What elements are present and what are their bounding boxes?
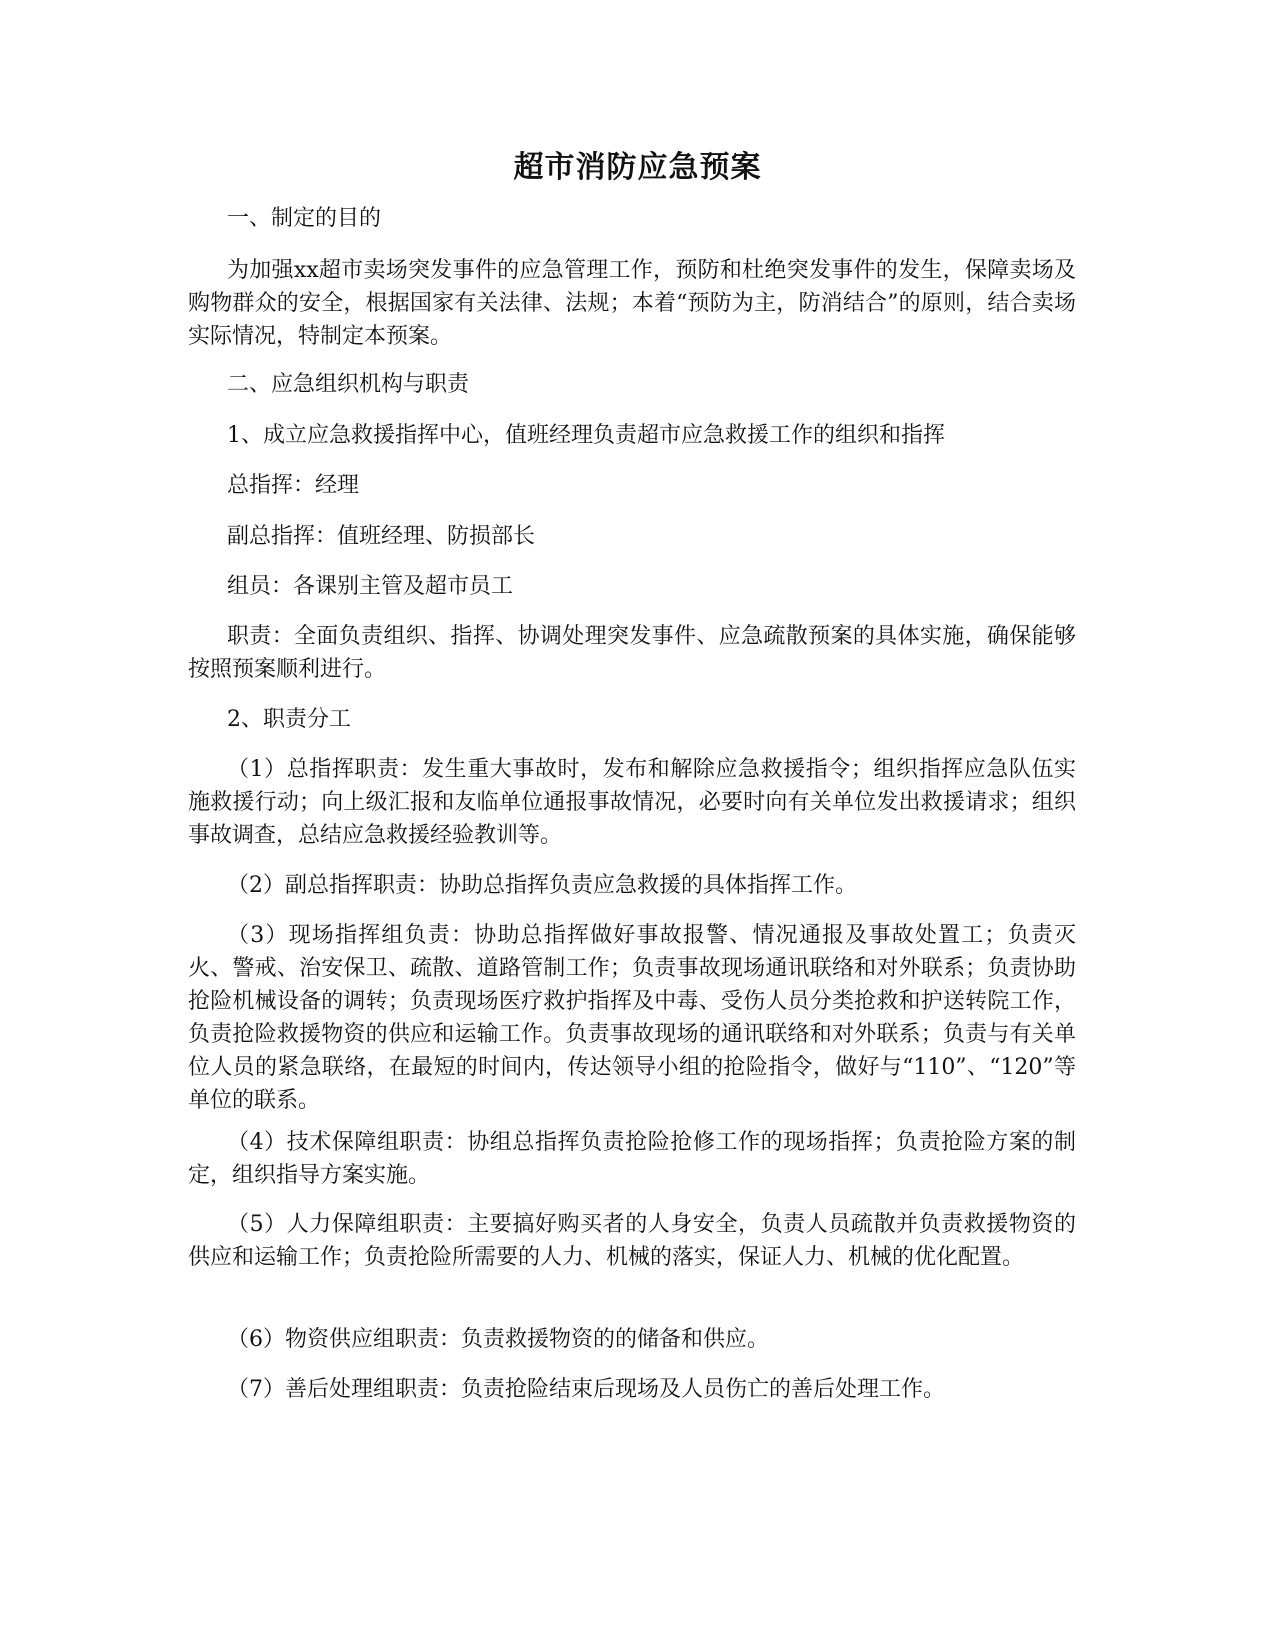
- paragraph-members: 组员：各课别主管及超市员工: [227, 574, 514, 599]
- list-item: （3）现场指挥组负责：协助总指挥做好事故报警、情况通报及事故处置工；负责灭火、警戒、治安保卫、疏散、道路管制工作；负责事故现场通讯联络和对外联系；负责协助抢险机械设备的调转；负责现场医疗救护指挥及中毒、受伤人员分类抢救和护送转院工作，负责抢险救援物资的供应和运输工作。负责事故现场的通讯联络和对外联系；负责与有关单位人员的紧急联络，在最短的时间内，传达领导小组的抢险指令，做好与“110”、“120”等单位的联系。: [188, 923, 1076, 1113]
- list-item: （1）总指挥职责：发生重大事故时，发布和解除应急救援指令；组织指挥应急队伍实施救援行动；向上级汇报和友临单位通报事故情况，必要时向有关单位发出救援请求；组织事故调查，总结应急救援经验教训等。: [188, 757, 1076, 848]
- paragraph-deputy-commander: 副总指挥：值班经理、防损部长: [227, 524, 536, 549]
- section-heading-division: 2、职责分工: [227, 707, 351, 732]
- list-item: （2）副总指挥职责：协助总指挥负责应急救援的具体指挥工作。: [227, 873, 857, 898]
- section-heading-organization: 二、应急组织机构与职责: [227, 372, 470, 397]
- list-item: （7）善后处理组职责：负责抢险结束后现场及人员伤亡的善后处理工作。: [227, 1377, 945, 1402]
- paragraph-responsibilities: 职责：全面负责组织、指挥、协调处理突发事件、应急疏散预案的具体实施，确保能够按照预案顺利进行。: [188, 624, 1076, 682]
- section-heading-purpose: 一、制定的目的: [227, 206, 382, 231]
- paragraph-chief-commander: 总指挥：经理: [227, 473, 360, 498]
- list-item: （5）人力保障组职责：主要搞好购买者的人身安全，负责人员疏散并负责救援物资的供应和运输工作；负责抢险所需要的人力、机械的落实，保证人力、机械的优化配置。: [188, 1212, 1076, 1270]
- document-title: 超市消防应急预案: [513, 150, 762, 185]
- paragraph-purpose: 为加强xx超市卖场突发事件的应急管理工作，预防和杜绝突发事件的发生，保障卖场及购物群众的安全，根据国家有关法律、法规；本着“预防为主，防消结合”的原则，结合卖场实际情况，特制定本预案。: [188, 258, 1076, 349]
- list-item: （6）物资供应组职责：负责救援物资的的储备和供应。: [227, 1327, 769, 1352]
- paragraph-command-center: 1、成立应急救援指挥中心，值班经理负责超市应急救援工作的组织和指挥: [227, 423, 945, 448]
- list-item: （4）技术保障组职责：协组总指挥负责抢险抢修工作的现场指挥；负责抢险方案的制定，组织指导方案实施。: [188, 1130, 1076, 1188]
